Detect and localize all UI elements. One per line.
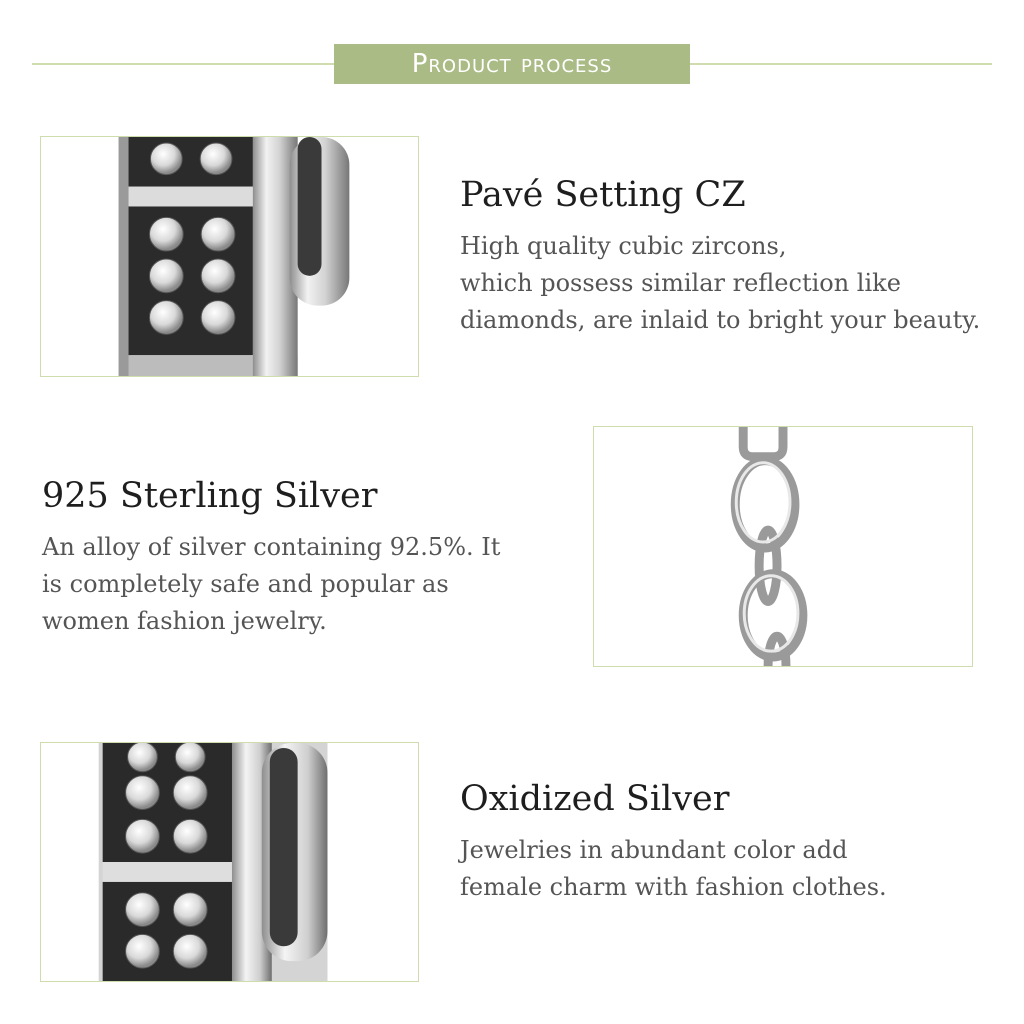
oxidized-charm-image	[40, 742, 419, 982]
feature-description-line: diamonds, are inlaid to bright your beauty.	[460, 306, 981, 334]
feature-title: Oxidized Silver	[460, 779, 730, 819]
feature-description-line: An alloy of silver containing 92.5%. It	[42, 533, 501, 561]
feature-description-line: which possess similar reflection like	[460, 269, 901, 297]
feature-title: 925 Sterling Silver	[42, 476, 378, 516]
pave-charm-image	[40, 136, 419, 377]
silver-chain-image	[593, 426, 973, 667]
feature-description-line: women fashion jewelry.	[42, 607, 327, 635]
feature-description-line: is completely safe and popular as	[42, 570, 449, 598]
feature-description	[42, 529, 562, 640]
section-header-badge	[334, 44, 690, 84]
feature-pave-setting	[460, 172, 1000, 339]
feature-title: Pavé Setting CZ	[460, 175, 746, 215]
feature-description-line: Jewelries in abundant color add	[460, 836, 848, 864]
feature-description-line: High quality cubic zircons,	[460, 232, 787, 260]
section-title: Product process	[411, 49, 613, 79]
feature-description	[460, 832, 1000, 906]
feature-description	[460, 228, 1000, 339]
feature-description-line: female charm with fashion clothes.	[460, 873, 887, 901]
feature-oxidized-silver	[460, 776, 1000, 906]
feature-sterling-silver	[42, 473, 562, 640]
